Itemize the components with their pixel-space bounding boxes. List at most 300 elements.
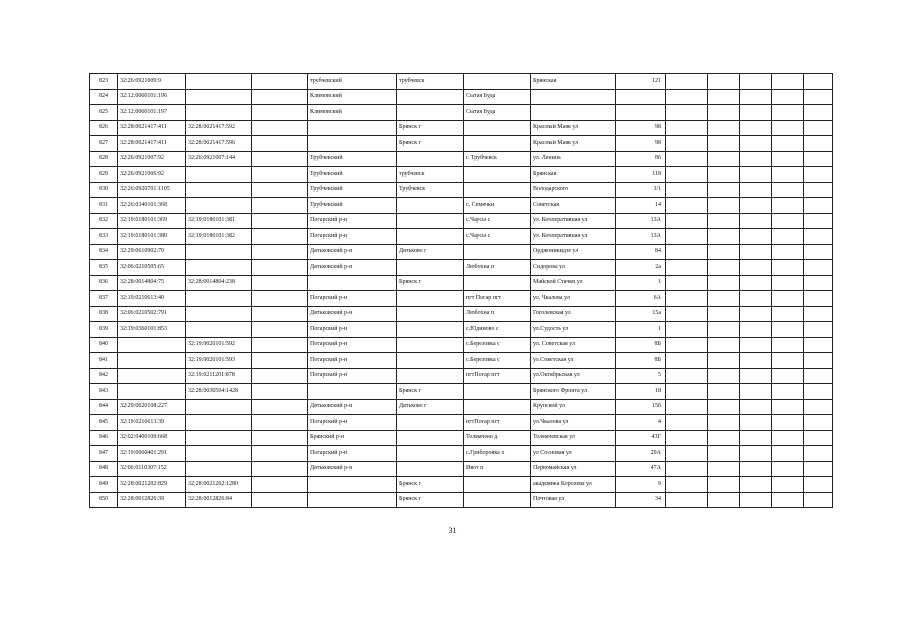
empty-cell	[772, 136, 804, 152]
cadastral-number: 32:19:0360101:853	[118, 322, 186, 338]
locality-cell: Сытая Буда	[464, 89, 531, 105]
empty-cell	[708, 291, 740, 307]
cadastral-number: 32:26:0920701:1105	[118, 182, 186, 198]
locality-cell	[464, 477, 531, 493]
empty-cell	[804, 229, 833, 245]
empty-cell	[772, 120, 804, 136]
cadastral-number-unit	[186, 167, 252, 183]
empty-cell	[804, 291, 833, 307]
empty-cell	[708, 477, 740, 493]
cadastral-number-unit	[186, 291, 252, 307]
empty-cell	[772, 337, 804, 353]
district-cell: Трубчевский	[308, 182, 397, 198]
empty-cell	[740, 337, 772, 353]
district-cell	[308, 120, 397, 136]
empty-cell	[252, 105, 308, 121]
locality-cell: с.Юдиново с	[464, 322, 531, 338]
empty-cell	[772, 306, 804, 322]
empty-cell	[804, 461, 833, 477]
locality-cell	[464, 244, 531, 260]
city-cell: Брянск г	[397, 477, 464, 493]
cadastral-number-unit	[186, 399, 252, 415]
cadastral-number	[118, 384, 186, 400]
empty-cell	[666, 120, 708, 136]
empty-cell	[740, 399, 772, 415]
cadastral-number-unit	[186, 461, 252, 477]
empty-cell	[772, 229, 804, 245]
city-cell	[397, 89, 464, 105]
locality-cell: Любохна п	[464, 260, 531, 276]
city-cell: Брянск г	[397, 492, 464, 508]
street-cell	[531, 105, 616, 121]
empty-cell	[740, 198, 772, 214]
city-cell	[397, 151, 464, 167]
cadastral-number-unit: 32:28:0012826:84	[186, 492, 252, 508]
street-cell: Сидорова ул	[531, 260, 616, 276]
house-number: 1	[616, 275, 666, 291]
street-cell: ул. Кооперативная ул	[531, 213, 616, 229]
empty-cell	[804, 260, 833, 276]
city-cell	[397, 306, 464, 322]
row-number: 843	[90, 384, 118, 400]
empty-cell	[252, 167, 308, 183]
city-cell	[397, 213, 464, 229]
empty-cell	[740, 492, 772, 508]
cadastral-number-unit: 32:19:0180101:381	[186, 213, 252, 229]
empty-cell	[804, 120, 833, 136]
empty-cell	[666, 260, 708, 276]
empty-cell	[666, 415, 708, 431]
locality-cell	[464, 136, 531, 152]
empty-cell	[666, 322, 708, 338]
locality-cell: Любохна п	[464, 306, 531, 322]
row-number: 849	[90, 477, 118, 493]
street-cell: Красный Маяк ул	[531, 136, 616, 152]
table-row	[90, 353, 833, 369]
empty-cell	[666, 384, 708, 400]
district-cell: Дятьковский р-н	[308, 244, 397, 260]
empty-cell	[252, 461, 308, 477]
row-number: 841	[90, 353, 118, 369]
empty-cell	[708, 260, 740, 276]
street-cell: ул.Чкалова ул	[531, 415, 616, 431]
district-cell: Погарский р-н	[308, 353, 397, 369]
empty-cell	[740, 322, 772, 338]
city-cell	[397, 415, 464, 431]
cadastral-number-unit: 32:19:0020101:593	[186, 353, 252, 369]
row-number: 829	[90, 167, 118, 183]
empty-cell	[740, 244, 772, 260]
empty-cell	[252, 151, 308, 167]
locality-cell	[464, 182, 531, 198]
empty-cell	[772, 275, 804, 291]
house-number: 43Г	[616, 430, 666, 446]
empty-cell	[804, 213, 833, 229]
row-number: 827	[90, 136, 118, 152]
table-row	[90, 275, 833, 291]
house-number: 4	[616, 415, 666, 431]
city-cell	[397, 353, 464, 369]
city-cell: Брянск г	[397, 136, 464, 152]
table-row	[90, 229, 833, 245]
locality-cell: с.Чаусы с	[464, 213, 531, 229]
empty-cell	[804, 430, 833, 446]
table-row	[90, 105, 833, 121]
city-cell	[397, 322, 464, 338]
house-number: 3/1	[616, 182, 666, 198]
cadastral-number: 32:12:0060101:196	[118, 89, 186, 105]
empty-cell	[252, 384, 308, 400]
empty-cell	[708, 229, 740, 245]
district-cell: Брянский р-н	[308, 430, 397, 446]
locality-cell	[464, 74, 531, 90]
empty-cell	[740, 213, 772, 229]
district-cell: Трубчевский	[308, 198, 397, 214]
empty-cell	[772, 260, 804, 276]
empty-cell	[252, 492, 308, 508]
row-number: 826	[90, 120, 118, 136]
house-number: 86	[616, 151, 666, 167]
street-cell: Гоголевская ул	[531, 306, 616, 322]
city-cell: Дятьково г	[397, 244, 464, 260]
empty-cell	[666, 275, 708, 291]
street-cell: ул. Кооперативная ул	[531, 229, 616, 245]
cadastral-number-unit	[186, 322, 252, 338]
empty-cell	[740, 120, 772, 136]
empty-cell	[740, 74, 772, 90]
row-number: 824	[90, 89, 118, 105]
locality-cell	[464, 384, 531, 400]
cadastral-number-unit	[186, 430, 252, 446]
empty-cell	[708, 337, 740, 353]
house-number: 13А	[616, 229, 666, 245]
city-cell	[397, 291, 464, 307]
locality-cell: Толмачево д	[464, 430, 531, 446]
house-number: 121	[616, 74, 666, 90]
city-cell	[397, 461, 464, 477]
empty-cell	[772, 384, 804, 400]
street-cell: Брянская	[531, 74, 616, 90]
locality-cell: с.Чаусы с	[464, 229, 531, 245]
empty-cell	[252, 353, 308, 369]
empty-cell	[740, 353, 772, 369]
empty-cell	[772, 415, 804, 431]
house-number: 8Б	[616, 337, 666, 353]
empty-cell	[740, 275, 772, 291]
locality-cell: г. Трубчевск	[464, 151, 531, 167]
empty-cell	[804, 244, 833, 260]
empty-cell	[772, 74, 804, 90]
locality-cell: Ивот п	[464, 461, 531, 477]
district-cell: Погарский р-н	[308, 322, 397, 338]
cadastral-number: 32:06:0210502:791	[118, 306, 186, 322]
house-number	[616, 105, 666, 121]
cadastral-number-unit	[186, 446, 252, 462]
empty-cell	[772, 198, 804, 214]
empty-cell	[772, 399, 804, 415]
empty-cell	[772, 89, 804, 105]
row-number: 850	[90, 492, 118, 508]
house-number: 98	[616, 136, 666, 152]
empty-cell	[666, 492, 708, 508]
house-number: 29А	[616, 446, 666, 462]
empty-cell	[666, 213, 708, 229]
table-row	[90, 368, 833, 384]
district-cell	[308, 275, 397, 291]
empty-cell	[708, 430, 740, 446]
table-row	[90, 461, 833, 477]
empty-cell	[666, 477, 708, 493]
district-cell: Климовский	[308, 89, 397, 105]
locality-cell: с.Березовка с	[464, 337, 531, 353]
locality-cell	[464, 275, 531, 291]
empty-cell	[740, 182, 772, 198]
cadastral-number-unit: 32:26:0921007:144	[186, 151, 252, 167]
cadastral-number: 32:02:0400109:668	[118, 430, 186, 446]
empty-cell	[804, 89, 833, 105]
cadastral-number: 32:28:0021417:411	[118, 136, 186, 152]
cadastral-number: 32:19:0180101:380	[118, 229, 186, 245]
cadastral-number	[118, 353, 186, 369]
empty-cell	[740, 229, 772, 245]
table-row	[90, 244, 833, 260]
cadastral-number-unit: 32:28:0021417:596	[186, 136, 252, 152]
empty-cell	[740, 306, 772, 322]
empty-cell	[252, 446, 308, 462]
empty-cell	[804, 446, 833, 462]
empty-cell	[708, 244, 740, 260]
empty-cell	[666, 430, 708, 446]
locality-cell	[464, 167, 531, 183]
house-number: 18	[616, 384, 666, 400]
street-cell	[531, 89, 616, 105]
house-number: 98	[616, 120, 666, 136]
locality-cell	[464, 492, 531, 508]
cadastral-number-unit	[186, 198, 252, 214]
empty-cell	[252, 399, 308, 415]
empty-cell	[252, 198, 308, 214]
empty-cell	[252, 306, 308, 322]
house-number: 14	[616, 198, 666, 214]
district-cell: Дятьковский р-н	[308, 399, 397, 415]
city-cell	[397, 430, 464, 446]
district-cell: Дятьковский р-н	[308, 306, 397, 322]
table-row	[90, 415, 833, 431]
empty-cell	[740, 89, 772, 105]
empty-cell	[708, 182, 740, 198]
empty-cell	[804, 105, 833, 121]
city-cell: трубчевск	[397, 74, 464, 90]
empty-cell	[708, 89, 740, 105]
street-cell: ул. Ленина	[531, 151, 616, 167]
cadastral-number-unit	[186, 105, 252, 121]
row-number: 842	[90, 368, 118, 384]
empty-cell	[252, 244, 308, 260]
cadastral-number-unit: 32:19:0020101:592	[186, 337, 252, 353]
empty-cell	[772, 477, 804, 493]
street-cell: академика Королева ул	[531, 477, 616, 493]
empty-cell	[708, 446, 740, 462]
empty-cell	[708, 74, 740, 90]
table-row	[90, 74, 833, 90]
cadastral-number: 32:26:0921006:92	[118, 167, 186, 183]
table-row	[90, 151, 833, 167]
street-cell: ул.Октябрьская ул	[531, 368, 616, 384]
empty-cell	[740, 105, 772, 121]
empty-cell	[252, 136, 308, 152]
empty-cell	[772, 492, 804, 508]
empty-cell	[740, 136, 772, 152]
empty-cell	[252, 120, 308, 136]
cadastral-number: 32:28:0021202:829	[118, 477, 186, 493]
empty-cell	[772, 182, 804, 198]
city-cell: Брянск г	[397, 120, 464, 136]
empty-cell	[772, 213, 804, 229]
table-row	[90, 260, 833, 276]
empty-cell	[252, 182, 308, 198]
empty-cell	[708, 136, 740, 152]
empty-cell	[804, 384, 833, 400]
row-number: 839	[90, 322, 118, 338]
empty-cell	[740, 167, 772, 183]
cadastral-number: 32:19:0210613:40	[118, 291, 186, 307]
district-cell: Дятьковский р-н	[308, 260, 397, 276]
empty-cell	[772, 430, 804, 446]
empty-cell	[772, 461, 804, 477]
row-number: 832	[90, 213, 118, 229]
empty-cell	[804, 198, 833, 214]
street-cell: Красный Маяк ул	[531, 120, 616, 136]
row-number: 847	[90, 446, 118, 462]
locality-cell	[464, 399, 531, 415]
table-row	[90, 89, 833, 105]
locality-cell: Сытая Буда	[464, 105, 531, 121]
cadastral-number: 32:26:0921009:9	[118, 74, 186, 90]
row-number: 844	[90, 399, 118, 415]
house-number: 6А	[616, 291, 666, 307]
empty-cell	[804, 275, 833, 291]
empty-cell	[252, 291, 308, 307]
empty-cell	[708, 151, 740, 167]
cadastral-number: 32:28:0012826:39	[118, 492, 186, 508]
city-cell	[397, 198, 464, 214]
city-cell	[397, 368, 464, 384]
row-number: 836	[90, 275, 118, 291]
empty-cell	[740, 446, 772, 462]
empty-cell	[666, 353, 708, 369]
empty-cell	[740, 368, 772, 384]
empty-cell	[708, 384, 740, 400]
house-number: 34	[616, 492, 666, 508]
street-cell: Брянского Фронта ул	[531, 384, 616, 400]
empty-cell	[708, 105, 740, 121]
locality-cell: с. Семячки	[464, 198, 531, 214]
house-number: 47А	[616, 461, 666, 477]
cadastral-number-unit	[186, 415, 252, 431]
street-cell: ул.Судость ул	[531, 322, 616, 338]
row-number: 837	[90, 291, 118, 307]
district-cell: Трубчевский	[308, 151, 397, 167]
house-number: 118	[616, 167, 666, 183]
empty-cell	[772, 446, 804, 462]
street-cell: Орджоникидзе ул	[531, 244, 616, 260]
empty-cell	[772, 244, 804, 260]
city-cell	[397, 446, 464, 462]
table-row	[90, 167, 833, 183]
street-cell: Советская	[531, 198, 616, 214]
district-cell: Климовский	[308, 105, 397, 121]
table-row	[90, 492, 833, 508]
empty-cell	[252, 322, 308, 338]
empty-cell	[804, 136, 833, 152]
empty-cell	[708, 461, 740, 477]
cadastral-number-unit: 32:19:0211201:878	[186, 368, 252, 384]
empty-cell	[804, 353, 833, 369]
table-row	[90, 399, 833, 415]
district-cell: Трубчевский	[308, 167, 397, 183]
row-number: 845	[90, 415, 118, 431]
empty-cell	[666, 151, 708, 167]
district-cell: Погарский р-н	[308, 229, 397, 245]
empty-cell	[666, 337, 708, 353]
district-cell	[308, 477, 397, 493]
city-cell	[397, 337, 464, 353]
cadastral-number-unit: 32:28:0021417:592	[186, 120, 252, 136]
table-row	[90, 213, 833, 229]
empty-cell	[804, 337, 833, 353]
empty-cell	[740, 151, 772, 167]
empty-cell	[252, 368, 308, 384]
empty-cell	[666, 89, 708, 105]
table-row	[90, 322, 833, 338]
row-number: 831	[90, 198, 118, 214]
table-row	[90, 477, 833, 493]
empty-cell	[666, 244, 708, 260]
city-cell: Брянск г	[397, 384, 464, 400]
street-cell: ул. Советская ул	[531, 337, 616, 353]
house-number: 1	[616, 322, 666, 338]
empty-cell	[804, 167, 833, 183]
house-number: 9	[616, 477, 666, 493]
table-row	[90, 430, 833, 446]
cadastral-number: 32:26:0340101:368	[118, 198, 186, 214]
row-number: 830	[90, 182, 118, 198]
empty-cell	[740, 477, 772, 493]
locality-cell	[464, 120, 531, 136]
house-number: 2а	[616, 260, 666, 276]
empty-cell	[772, 353, 804, 369]
empty-cell	[666, 446, 708, 462]
row-number: 825	[90, 105, 118, 121]
cadastral-number: 32:06:0210505:65	[118, 260, 186, 276]
street-cell: Почтовая ул	[531, 492, 616, 508]
house-number: 8Б	[616, 353, 666, 369]
empty-cell	[708, 213, 740, 229]
empty-cell	[252, 337, 308, 353]
registry-sheet	[89, 73, 824, 508]
district-cell	[308, 492, 397, 508]
empty-cell	[666, 182, 708, 198]
district-cell	[308, 136, 397, 152]
district-cell: Погарский р-н	[308, 446, 397, 462]
street-cell: Крупской ул	[531, 399, 616, 415]
empty-cell	[666, 291, 708, 307]
cadastral-number: 32:28:0021417:411	[118, 120, 186, 136]
empty-cell	[708, 198, 740, 214]
street-cell: Первомайская ул	[531, 461, 616, 477]
row-number: 846	[90, 430, 118, 446]
city-cell: Трубчевск	[397, 182, 464, 198]
